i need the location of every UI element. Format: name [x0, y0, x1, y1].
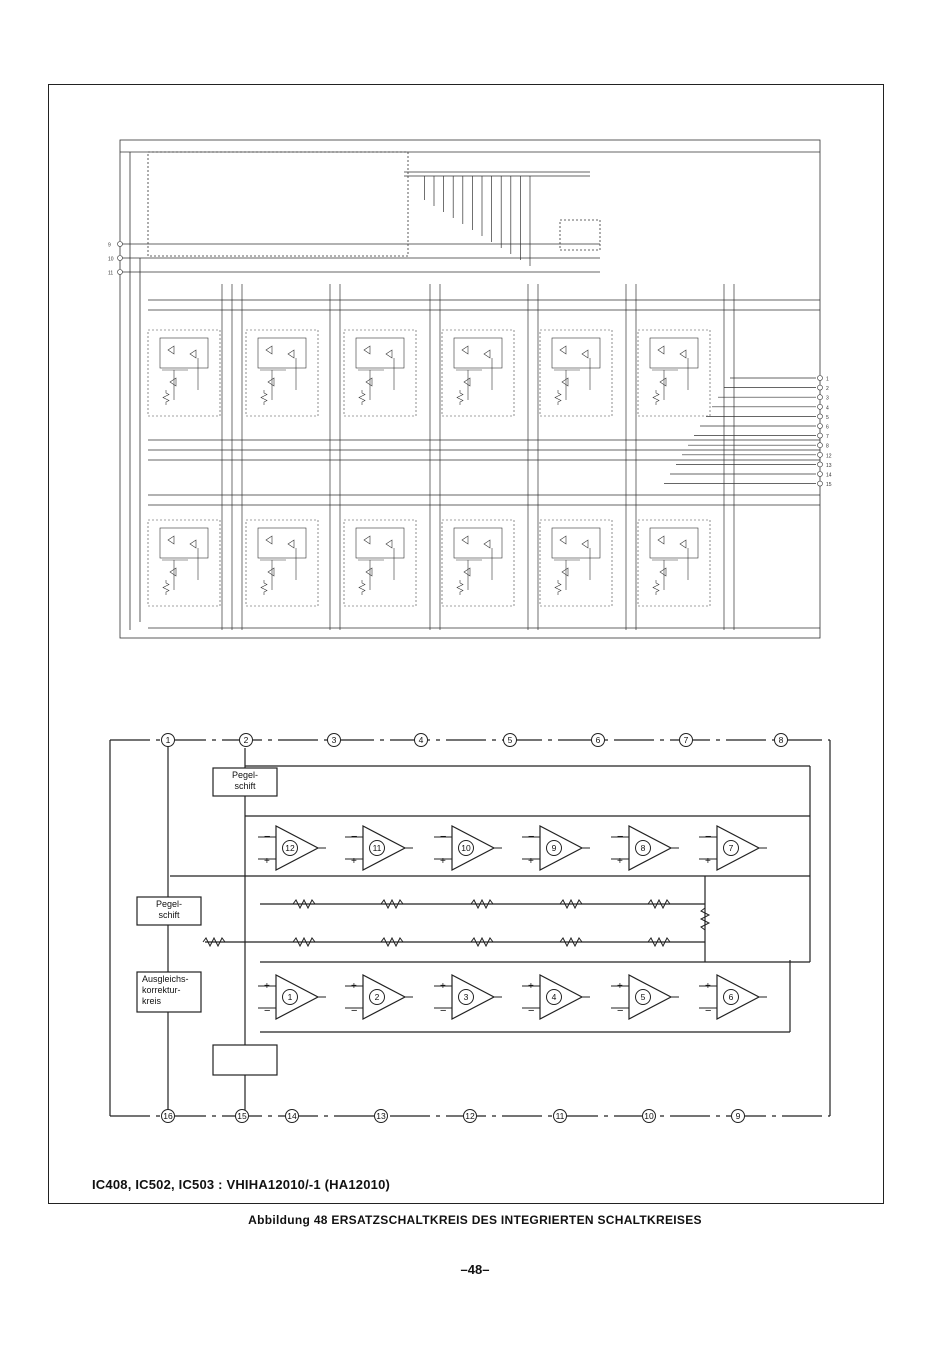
svg-text:9: 9 — [735, 1111, 741, 1121]
svg-text:9: 9 — [108, 242, 111, 249]
op-amp — [345, 975, 413, 1019]
ic-pin — [732, 1110, 745, 1123]
svg-text:3: 3 — [826, 395, 829, 402]
ic-pin — [240, 734, 253, 747]
svg-text:12: 12 — [826, 453, 832, 460]
svg-text:7: 7 — [728, 843, 734, 853]
svg-text:14: 14 — [287, 1111, 297, 1121]
op-amp — [434, 975, 502, 1019]
svg-text:−: − — [528, 831, 535, 843]
svg-text:−: − — [351, 831, 358, 843]
svg-text:1: 1 — [165, 735, 171, 745]
svg-text:14: 14 — [826, 472, 832, 479]
svg-text:−: − — [264, 831, 271, 843]
svg-text:+: + — [264, 856, 270, 867]
svg-text:13: 13 — [826, 462, 832, 469]
svg-text:4: 4 — [826, 405, 829, 412]
ic-caption: IC408, IC502, IC503 : VHIHA12010/-1 (HA12010) — [92, 1177, 391, 1192]
svg-text:+: + — [440, 981, 446, 992]
svg-text:6: 6 — [826, 424, 829, 431]
op-amp — [345, 826, 413, 870]
ic-pin — [415, 734, 428, 747]
ic-pin — [554, 1110, 567, 1123]
svg-text:2: 2 — [374, 992, 380, 1002]
svg-text:+: + — [705, 856, 711, 867]
svg-text:7: 7 — [826, 434, 829, 441]
svg-text:6: 6 — [728, 992, 734, 1002]
ic-pin — [162, 734, 175, 747]
ic-pin — [375, 1110, 388, 1123]
svg-text:11: 11 — [372, 843, 382, 853]
ic-pin — [504, 734, 517, 747]
svg-text:+: + — [617, 856, 623, 867]
svg-text:10: 10 — [644, 1111, 654, 1121]
svg-text:+: + — [351, 981, 357, 992]
svg-text:3: 3 — [463, 992, 469, 1002]
svg-text:16: 16 — [163, 1111, 173, 1121]
level-shift-top-label: Pegel- schift — [214, 770, 276, 792]
svg-text:2: 2 — [826, 386, 829, 393]
svg-text:2: 2 — [243, 735, 249, 745]
svg-text:8: 8 — [640, 843, 646, 853]
svg-text:4: 4 — [551, 992, 557, 1002]
op-amp — [611, 826, 679, 870]
ic-pin — [328, 734, 341, 747]
svg-text:+: + — [705, 981, 711, 992]
svg-text:+: + — [264, 981, 270, 992]
svg-text:−: − — [351, 1005, 358, 1017]
svg-text:4: 4 — [418, 735, 424, 745]
svg-text:11: 11 — [108, 270, 114, 277]
svg-text:−: − — [440, 831, 447, 843]
svg-text:5: 5 — [640, 992, 646, 1002]
svg-text:10: 10 — [108, 256, 114, 263]
ic-pin — [236, 1110, 249, 1123]
op-amp — [258, 975, 326, 1019]
op-amp — [258, 826, 326, 870]
svg-text:1: 1 — [287, 992, 293, 1002]
svg-text:+: + — [440, 856, 446, 867]
svg-text:3: 3 — [331, 735, 337, 745]
op-amp — [522, 975, 590, 1019]
svg-text:−: − — [528, 1005, 535, 1017]
svg-text:8: 8 — [778, 735, 784, 745]
svg-text:−: − — [705, 831, 712, 843]
empty-block — [213, 1045, 277, 1075]
svg-text:13: 13 — [376, 1111, 386, 1121]
svg-text:6: 6 — [595, 735, 601, 745]
svg-text:11: 11 — [555, 1111, 565, 1121]
svg-text:+: + — [351, 856, 357, 867]
svg-text:1: 1 — [826, 376, 829, 383]
svg-text:+: + — [528, 981, 534, 992]
op-amp — [699, 826, 767, 870]
svg-text:+: + — [528, 856, 534, 867]
op-amp — [699, 975, 767, 1019]
ic-pin — [680, 734, 693, 747]
svg-text:−: − — [617, 831, 624, 843]
svg-text:−: − — [264, 1005, 271, 1017]
ic-pin — [592, 734, 605, 747]
ic-pin — [464, 1110, 477, 1123]
svg-text:5: 5 — [507, 735, 513, 745]
svg-text:−: − — [705, 1005, 712, 1017]
svg-text:10: 10 — [461, 843, 471, 853]
svg-text:12: 12 — [285, 843, 295, 853]
svg-text:9: 9 — [551, 843, 557, 853]
svg-text:+: + — [617, 981, 623, 992]
compensation-label: Ausgleichs- korrektur- kreis — [138, 974, 200, 1007]
ic-pin — [162, 1110, 175, 1123]
ic-pin — [286, 1110, 299, 1123]
figure-caption: Abbildung 48 ERSATZSCHALTKREIS DES INTEGRIERTEN SCHALTKREISES — [248, 1213, 702, 1227]
op-amp — [434, 826, 502, 870]
svg-text:−: − — [440, 1005, 447, 1017]
op-amp — [522, 826, 590, 870]
level-shift-left-label: Pegel- schift — [138, 899, 200, 921]
ic-pin — [643, 1110, 656, 1123]
op-amp — [611, 975, 679, 1019]
svg-text:15: 15 — [237, 1111, 247, 1121]
svg-text:15: 15 — [826, 482, 832, 489]
svg-text:5: 5 — [826, 414, 829, 421]
svg-text:−: − — [617, 1005, 624, 1017]
page-number: –48– — [460, 1262, 490, 1277]
svg-text:8: 8 — [826, 443, 829, 450]
svg-text:7: 7 — [683, 735, 689, 745]
svg-text:12: 12 — [465, 1111, 475, 1121]
ic-pin — [775, 734, 788, 747]
